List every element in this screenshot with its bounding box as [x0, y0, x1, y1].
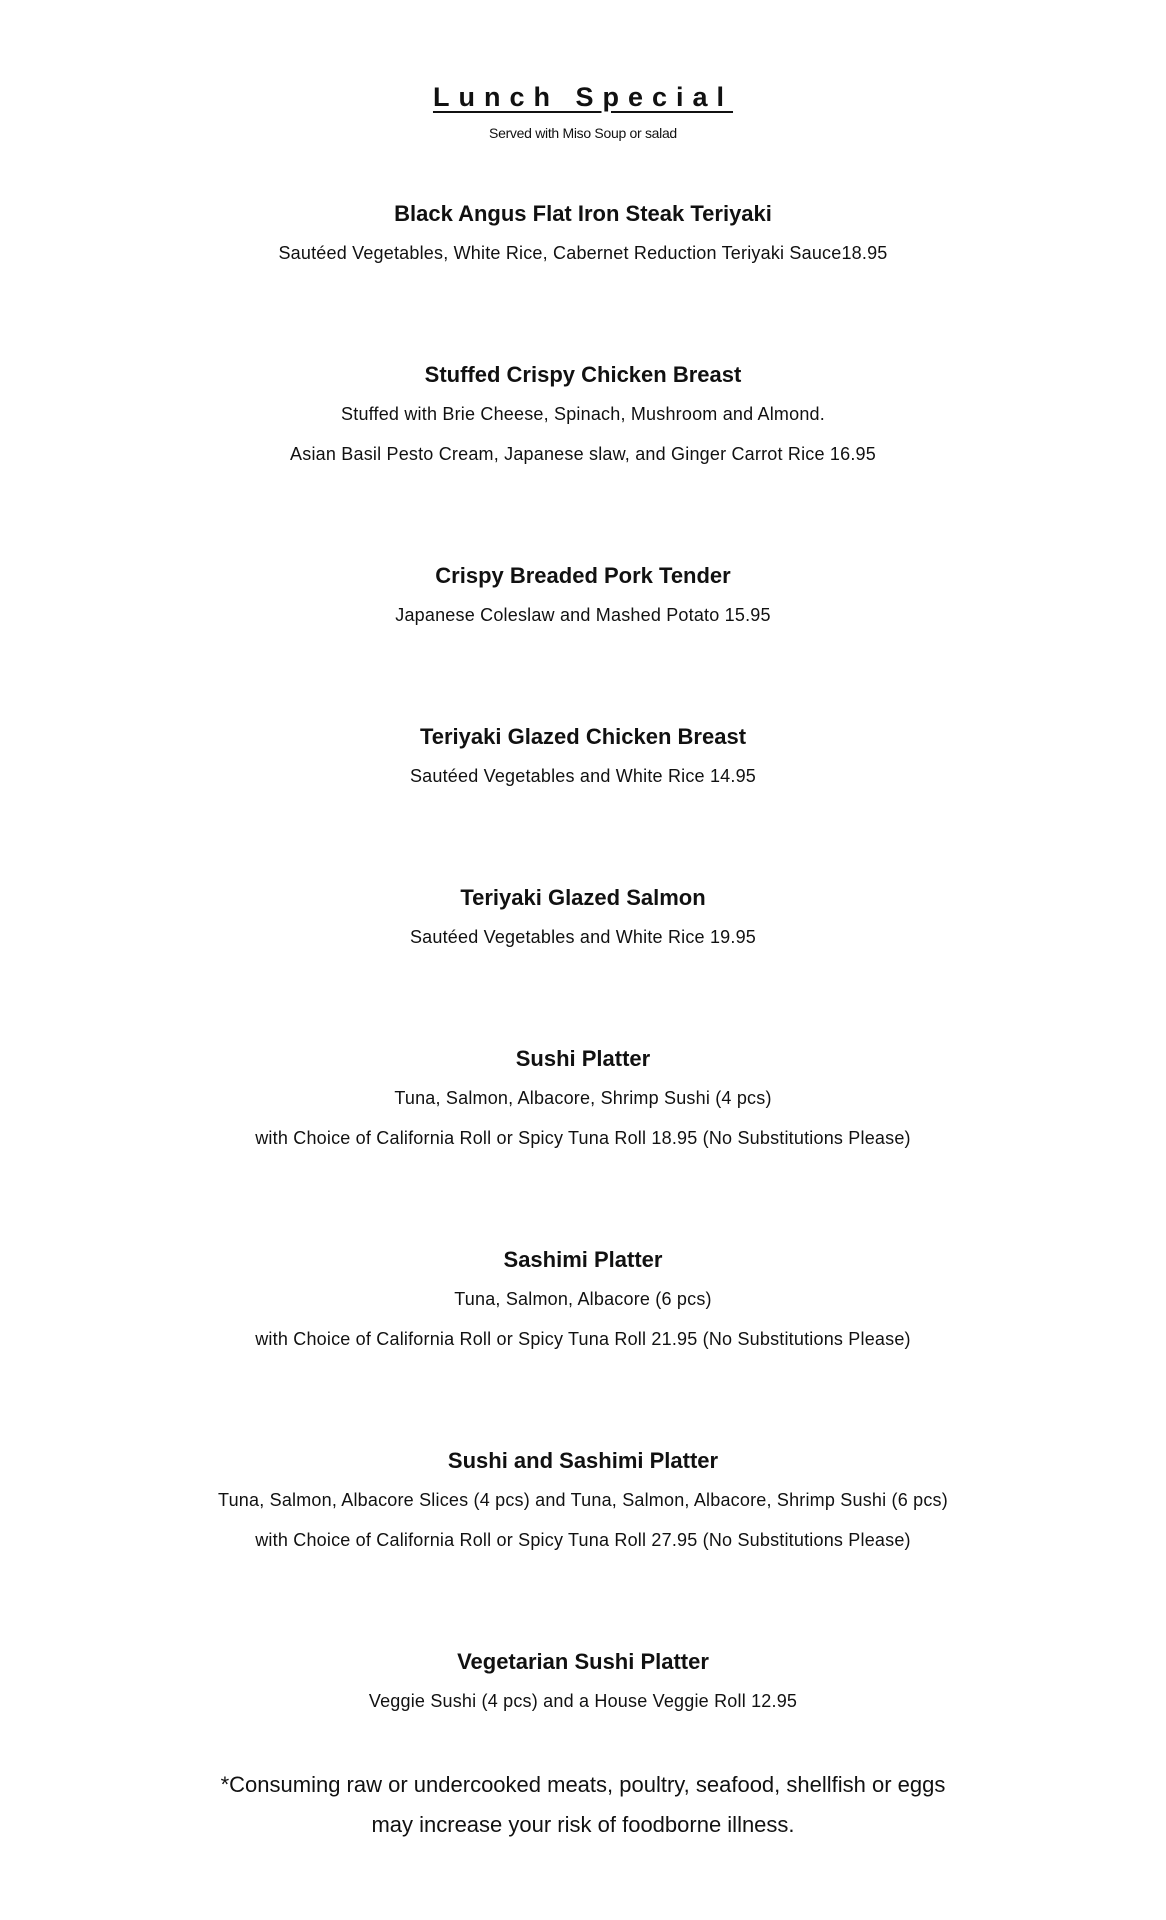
item-name: Vegetarian Sushi Platter [457, 1649, 709, 1674]
food-safety-disclaimer [0, 1765, 1166, 1845]
item-name: Stuffed Crispy Chicken Breast [424, 362, 742, 387]
menu-item [0, 562, 1166, 626]
item-description: Tuna, Salmon, Albacore Slices (4 pcs) and Tuna, Salmon, Albacore, Shrimp Sushi (6 pcs) [218, 1490, 948, 1510]
item-name: Sushi Platter [515, 1046, 651, 1071]
menu-subtitle: Served with Miso Soup or salad [489, 125, 677, 141]
item-description: Sautéed Vegetables and White Rice 19.95 [409, 927, 757, 947]
menu-item [0, 1648, 1166, 1712]
item-description: Japanese Coleslaw and Mashed Potato 15.95 [395, 605, 771, 625]
menu-item [0, 1447, 1166, 1551]
item-name: Crispy Breaded Pork Tender [435, 563, 731, 588]
item-description: Tuna, Salmon, Albacore, Shrimp Sushi (4 pcs) [394, 1088, 772, 1108]
item-name: Sashimi Platter [503, 1247, 663, 1272]
menu-item [0, 361, 1166, 465]
menu-item [0, 723, 1166, 787]
item-name: Sushi and Sashimi Platter [447, 1448, 719, 1473]
item-description: with Choice of California Roll or Spicy Tuna Roll 27.95 (No Substitutions Please) [255, 1530, 911, 1550]
menu-item [0, 884, 1166, 948]
menu-item [0, 200, 1166, 264]
item-description: Tuna, Salmon, Albacore (6 pcs) [454, 1289, 712, 1309]
item-description: Sautéed Vegetables, White Rice, Cabernet Reduction Teriyaki Sauce18.95 [278, 243, 888, 263]
item-name: Teriyaki Glazed Chicken Breast [419, 724, 747, 749]
item-description: Asian Basil Pesto Cream, Japanese slaw, and Ginger Carrot Rice 16.95 [290, 444, 876, 464]
item-name: Black Angus Flat Iron Steak Teriyaki [394, 201, 772, 226]
item-description: with Choice of California Roll or Spicy Tuna Roll 18.95 (No Substitutions Please) [255, 1128, 911, 1148]
menu-item [0, 1045, 1166, 1149]
item-name: Teriyaki Glazed Salmon [460, 885, 706, 910]
menu-title: Lunch Special [432, 82, 734, 112]
menu-item [0, 1246, 1166, 1350]
item-description: Stuffed with Brie Cheese, Spinach, Mushroom and Almond. [341, 404, 825, 424]
item-description: Veggie Sushi (4 pcs) and a House Veggie Roll 12.95 [368, 1691, 798, 1711]
disclaimer-line: may increase your risk of foodborne illness. [371, 1812, 795, 1837]
item-description: Sautéed Vegetables and White Rice 14.95 [409, 766, 757, 786]
disclaimer-line: *Consuming raw or undercooked meats, poultry, seafood, shellfish or eggs [220, 1772, 946, 1797]
item-description: with Choice of California Roll or Spicy Tuna Roll 21.95 (No Substitutions Please) [255, 1329, 911, 1349]
